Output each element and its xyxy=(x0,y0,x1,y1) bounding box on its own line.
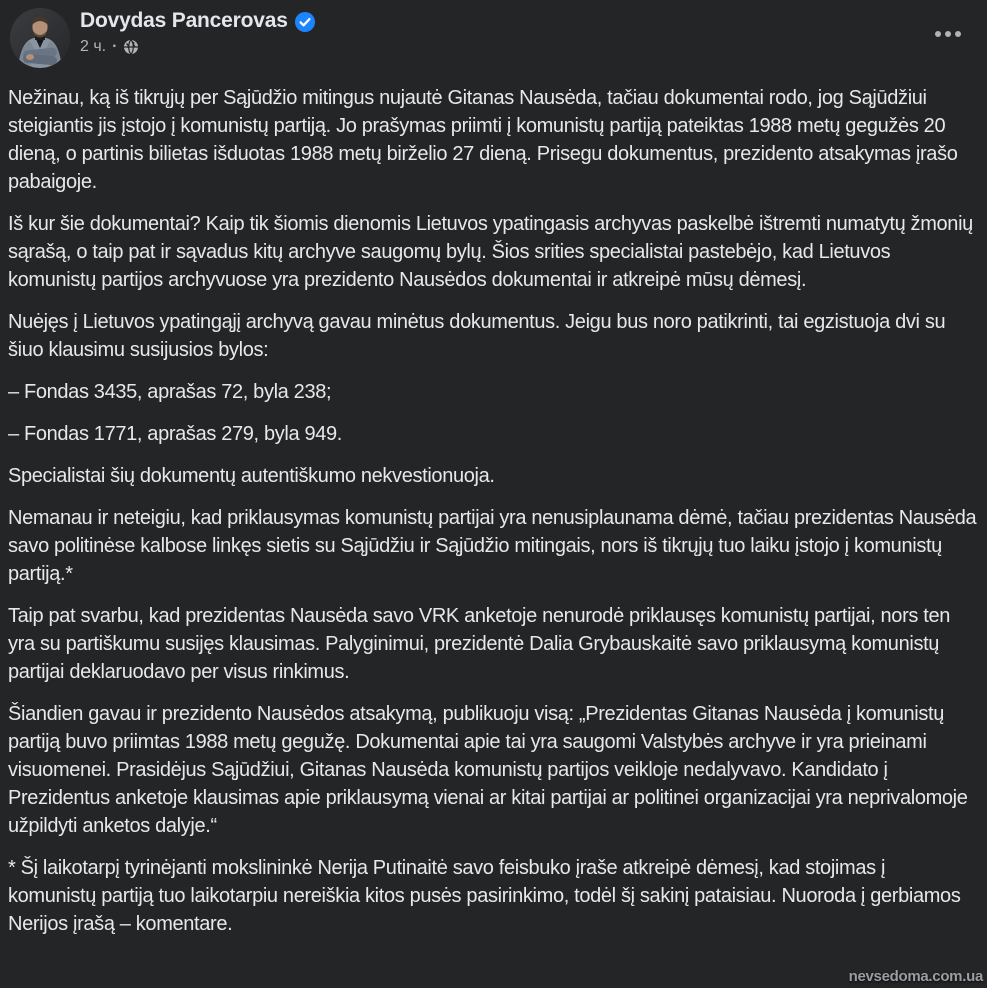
post-paragraph: Taip pat svarbu, kad prezidentas Nausėda savo VRK anketoje nenurodė priklausęs komunistų partijai, nors ten yra su partiškumu susijęs klausimas. Palyginimui, prezidentė Dalia Grybauskaitė savo priklausymą komunistų partijai deklaruodavo per visus rinkimus. xyxy=(8,605,951,683)
post-text xyxy=(0,70,987,938)
post-paragraph: – Fondas 1771, aprašas 279, byla 949. xyxy=(8,423,342,445)
post-header xyxy=(0,0,987,70)
post-paragraph: Specialistai šių dokumentų autentiškumo nekvestionuoja. xyxy=(8,465,495,487)
post-meta xyxy=(80,38,315,56)
timestamp[interactable]: 2 ч. xyxy=(80,38,107,55)
watermark: nevsedoma.com.ua xyxy=(848,968,983,985)
post-paragraph: – Fondas 3435, aprašas 72, byla 238; xyxy=(8,381,332,403)
globe-public-icon xyxy=(123,39,139,55)
author-name[interactable]: Dovydas Pancerovas xyxy=(80,9,288,32)
verified-badge-icon xyxy=(295,12,315,32)
post-paragraph: Nemanau ir neteigiu, kad priklausymas komunistų partijai yra nenusiplaunama dėmė, tačiau prezidentas Nausėda savo politinėse kalbose linkęs sietis su Sąjūdžiu ir Sąjūdžio mitingais, nors iš tikrųjų tuo laiku įstojo į komunistų partiją.* xyxy=(8,507,977,585)
avatar[interactable] xyxy=(10,8,70,68)
three-dots-menu-icon xyxy=(935,31,941,37)
avatar-photo xyxy=(10,8,70,68)
post-paragraph: Iš kur šie dokumentai? Kaip tik šiomis dienomis Lietuvos ypatingasis archyvas paskelbė ištremti numatytų žmonių sąrašą, o taip pat ir sąvadus kitų archyve saugomų bylų. Šios srities specialistai pastebėjo, kad Lietuvos komunistų partijos archyvuose yra prezidento Nausėdos dokumentai ir atkreipė mūsų dėmesį. xyxy=(8,213,973,291)
post-paragraph: Šiandien gavau ir prezidento Nausėdos atsakymą, publikuoju visą: „Prezidentas Gitanas Nausėda į komunistų partiją buvo priimtas 1988 metų gegužę. Dokumentai apie tai yra saugomi Valstybės archyve ir yra prieinami visuomenei. Prasidėjus Sąjūdžiui, Gitanas Nausėda komunistų partijos veikloje nedalyvavo. Kandidato į Prezidentus anketoje klausimas apie priklausymą vienai ar kitai partijai ar politinei organizacijai yra neprivalomoje užpildyti anketos dalyje.“ xyxy=(8,703,968,837)
post-paragraph: * Šį laikotarpį tyrinėjanti mokslininkė Nerija Putinaitė savo feisbuko įraše atkreipė dėmesį, kad stojimas į komunistų partiją tuo laikotarpiu nereiškia kitos pusės pasirinkimo, todėl šį sakinį pataisiau. Nuoroda į gerbiamos Nerijos įrašą – komentare. xyxy=(8,857,961,935)
post-paragraph: Nežinau, ką iš tikrųjų per Sąjūdžio mitingus nujautė Gitanas Nausėda, tačiau dokumentai rodo, jog Sąjūdžiui steigiantis jis įstojo į komunistų partiją. Jo prašymas priimti į komunistų partiją pateiktas 1988 metų gegužės 20 dieną, o partinis bilietas išduotas 1988 metų birželio 27 dieną. Prisegu dokumentus, prezidento atsakymas įrašo pabaigoje. xyxy=(8,87,958,193)
post-paragraph: Nuėjęs į Lietuvos ypatingąjį archyvą gavau minėtus dokumentus. Jeigu bus noro patikrinti, tai egzistuoja dvi su šiuo klausimu susijusios bylos: xyxy=(8,311,946,361)
header-info xyxy=(80,9,315,56)
more-options-button[interactable] xyxy=(929,22,967,46)
meta-separator: · xyxy=(112,38,118,55)
